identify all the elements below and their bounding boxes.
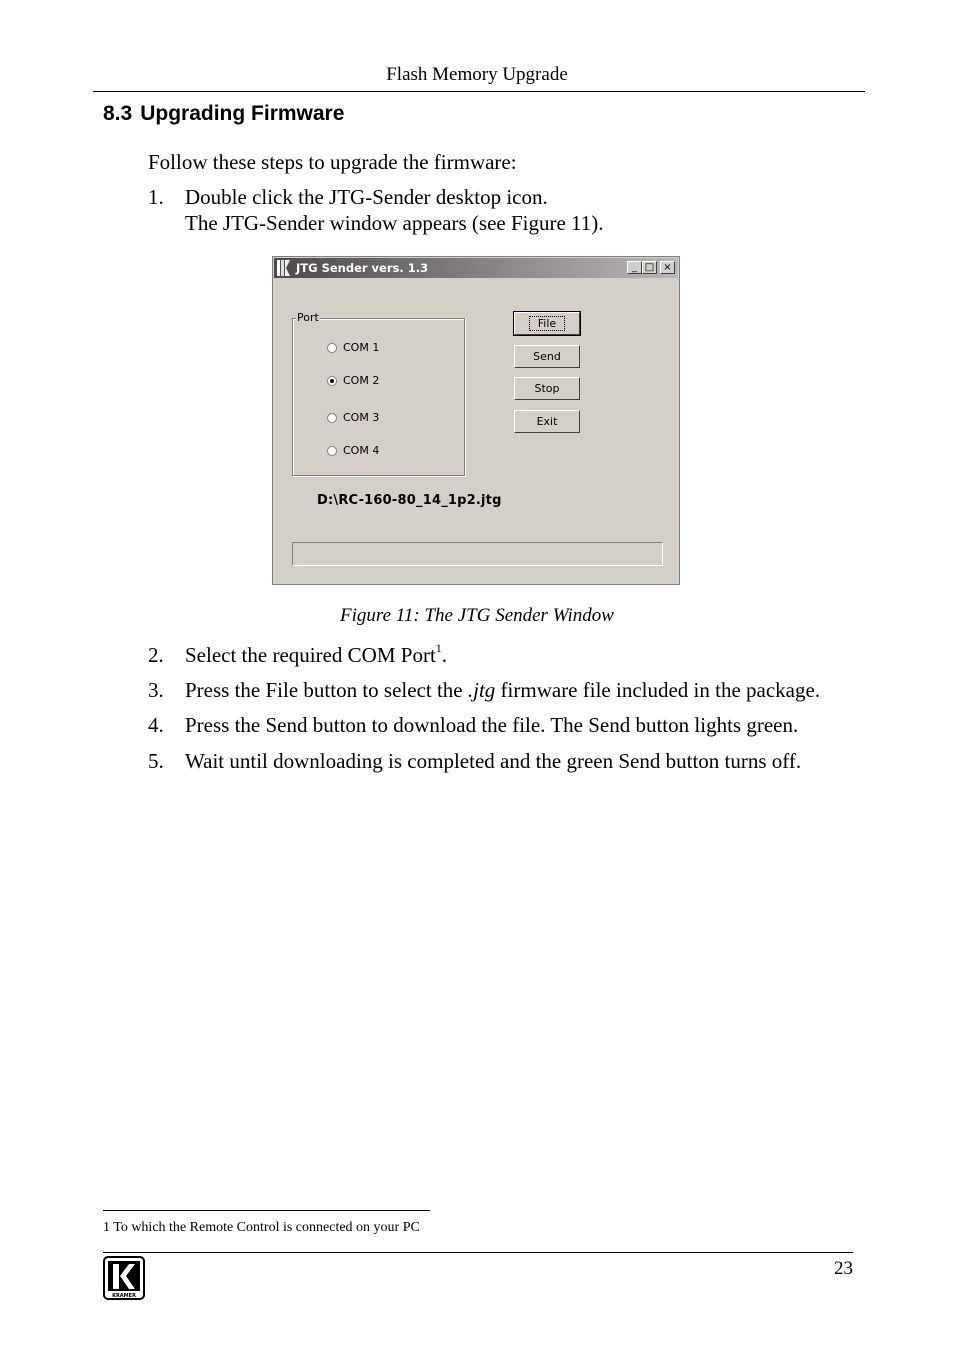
footer-rule (103, 1252, 853, 1253)
step-3-before: Press the File button to select the (185, 678, 468, 702)
close-button[interactable]: × (660, 261, 675, 274)
maximize-button[interactable]: □ (642, 261, 657, 274)
intro-text: Follow these steps to upgrade the firmware: (148, 150, 517, 174)
send-button[interactable]: Send (514, 345, 580, 368)
page-number: 23 (834, 1258, 853, 1279)
step-number: 5. (148, 749, 164, 773)
com4-label[interactable]: COM 4 (343, 444, 380, 457)
exit-button[interactable]: Exit (514, 410, 580, 433)
com3-label[interactable]: COM 3 (343, 411, 380, 424)
header-rule (93, 91, 865, 92)
step-number: 3. (148, 678, 164, 702)
step-1-line-2: The JTG-Sender window appears (see Figure 11). (185, 211, 604, 235)
kramer-logo-icon (103, 1256, 145, 1300)
file-button[interactable] (514, 312, 580, 335)
step-1-line-1: Double click the JTG-Sender desktop icon. (185, 185, 548, 209)
com2-label[interactable]: COM 2 (343, 374, 380, 387)
step-number: 2. (148, 643, 164, 667)
progress-bar (292, 542, 663, 566)
section-title: Upgrading Firmware (140, 102, 345, 125)
com4-radio[interactable] (327, 446, 337, 456)
file-button-label: File (530, 317, 564, 330)
step-4-text: Press the Send button to download the file. The Send button lights green. (185, 713, 799, 737)
section-heading (103, 102, 344, 126)
step-5-text: Wait until downloading is completed and the green Send button turns off. (185, 749, 802, 773)
com1-radio[interactable] (327, 343, 337, 353)
step-2-end: . (441, 643, 448, 667)
com2-radio[interactable] (327, 376, 337, 386)
step-3-ext: .jtg (467, 678, 496, 702)
jtg-sender-window (272, 256, 680, 585)
step-number: 1. (148, 185, 164, 209)
footnote-ref: 1 (435, 641, 442, 655)
window-title: JTG Sender vers. 1.3 (296, 261, 429, 275)
minimize-button[interactable]: _ (627, 261, 642, 274)
com1-label[interactable]: COM 1 (343, 341, 380, 354)
step-3-text (185, 678, 820, 703)
file-path-label: D:\RC-160-80_14_1p2.jtg (317, 493, 502, 508)
running-header: Flash Memory Upgrade (386, 64, 568, 85)
stop-button[interactable]: Stop (514, 377, 580, 400)
figure-caption: Figure 11: The JTG Sender Window (340, 605, 614, 626)
app-icon (277, 260, 291, 276)
step-2-text (185, 643, 447, 668)
step-2-main: Select the required COM Port (185, 643, 436, 667)
section-number: 8.3 (103, 102, 133, 125)
step-number: 4. (148, 713, 164, 737)
footnote: 1 To which the Remote Control is connected on your PC (103, 1220, 420, 1235)
window-titlebar (274, 258, 678, 278)
footnote-rule (103, 1210, 430, 1211)
svg-text:KRAMER: KRAMER (112, 1293, 136, 1299)
com3-radio[interactable] (327, 413, 337, 423)
port-group-label: Port (297, 311, 319, 324)
step-3-after: firmware file included in the package. (495, 678, 821, 702)
